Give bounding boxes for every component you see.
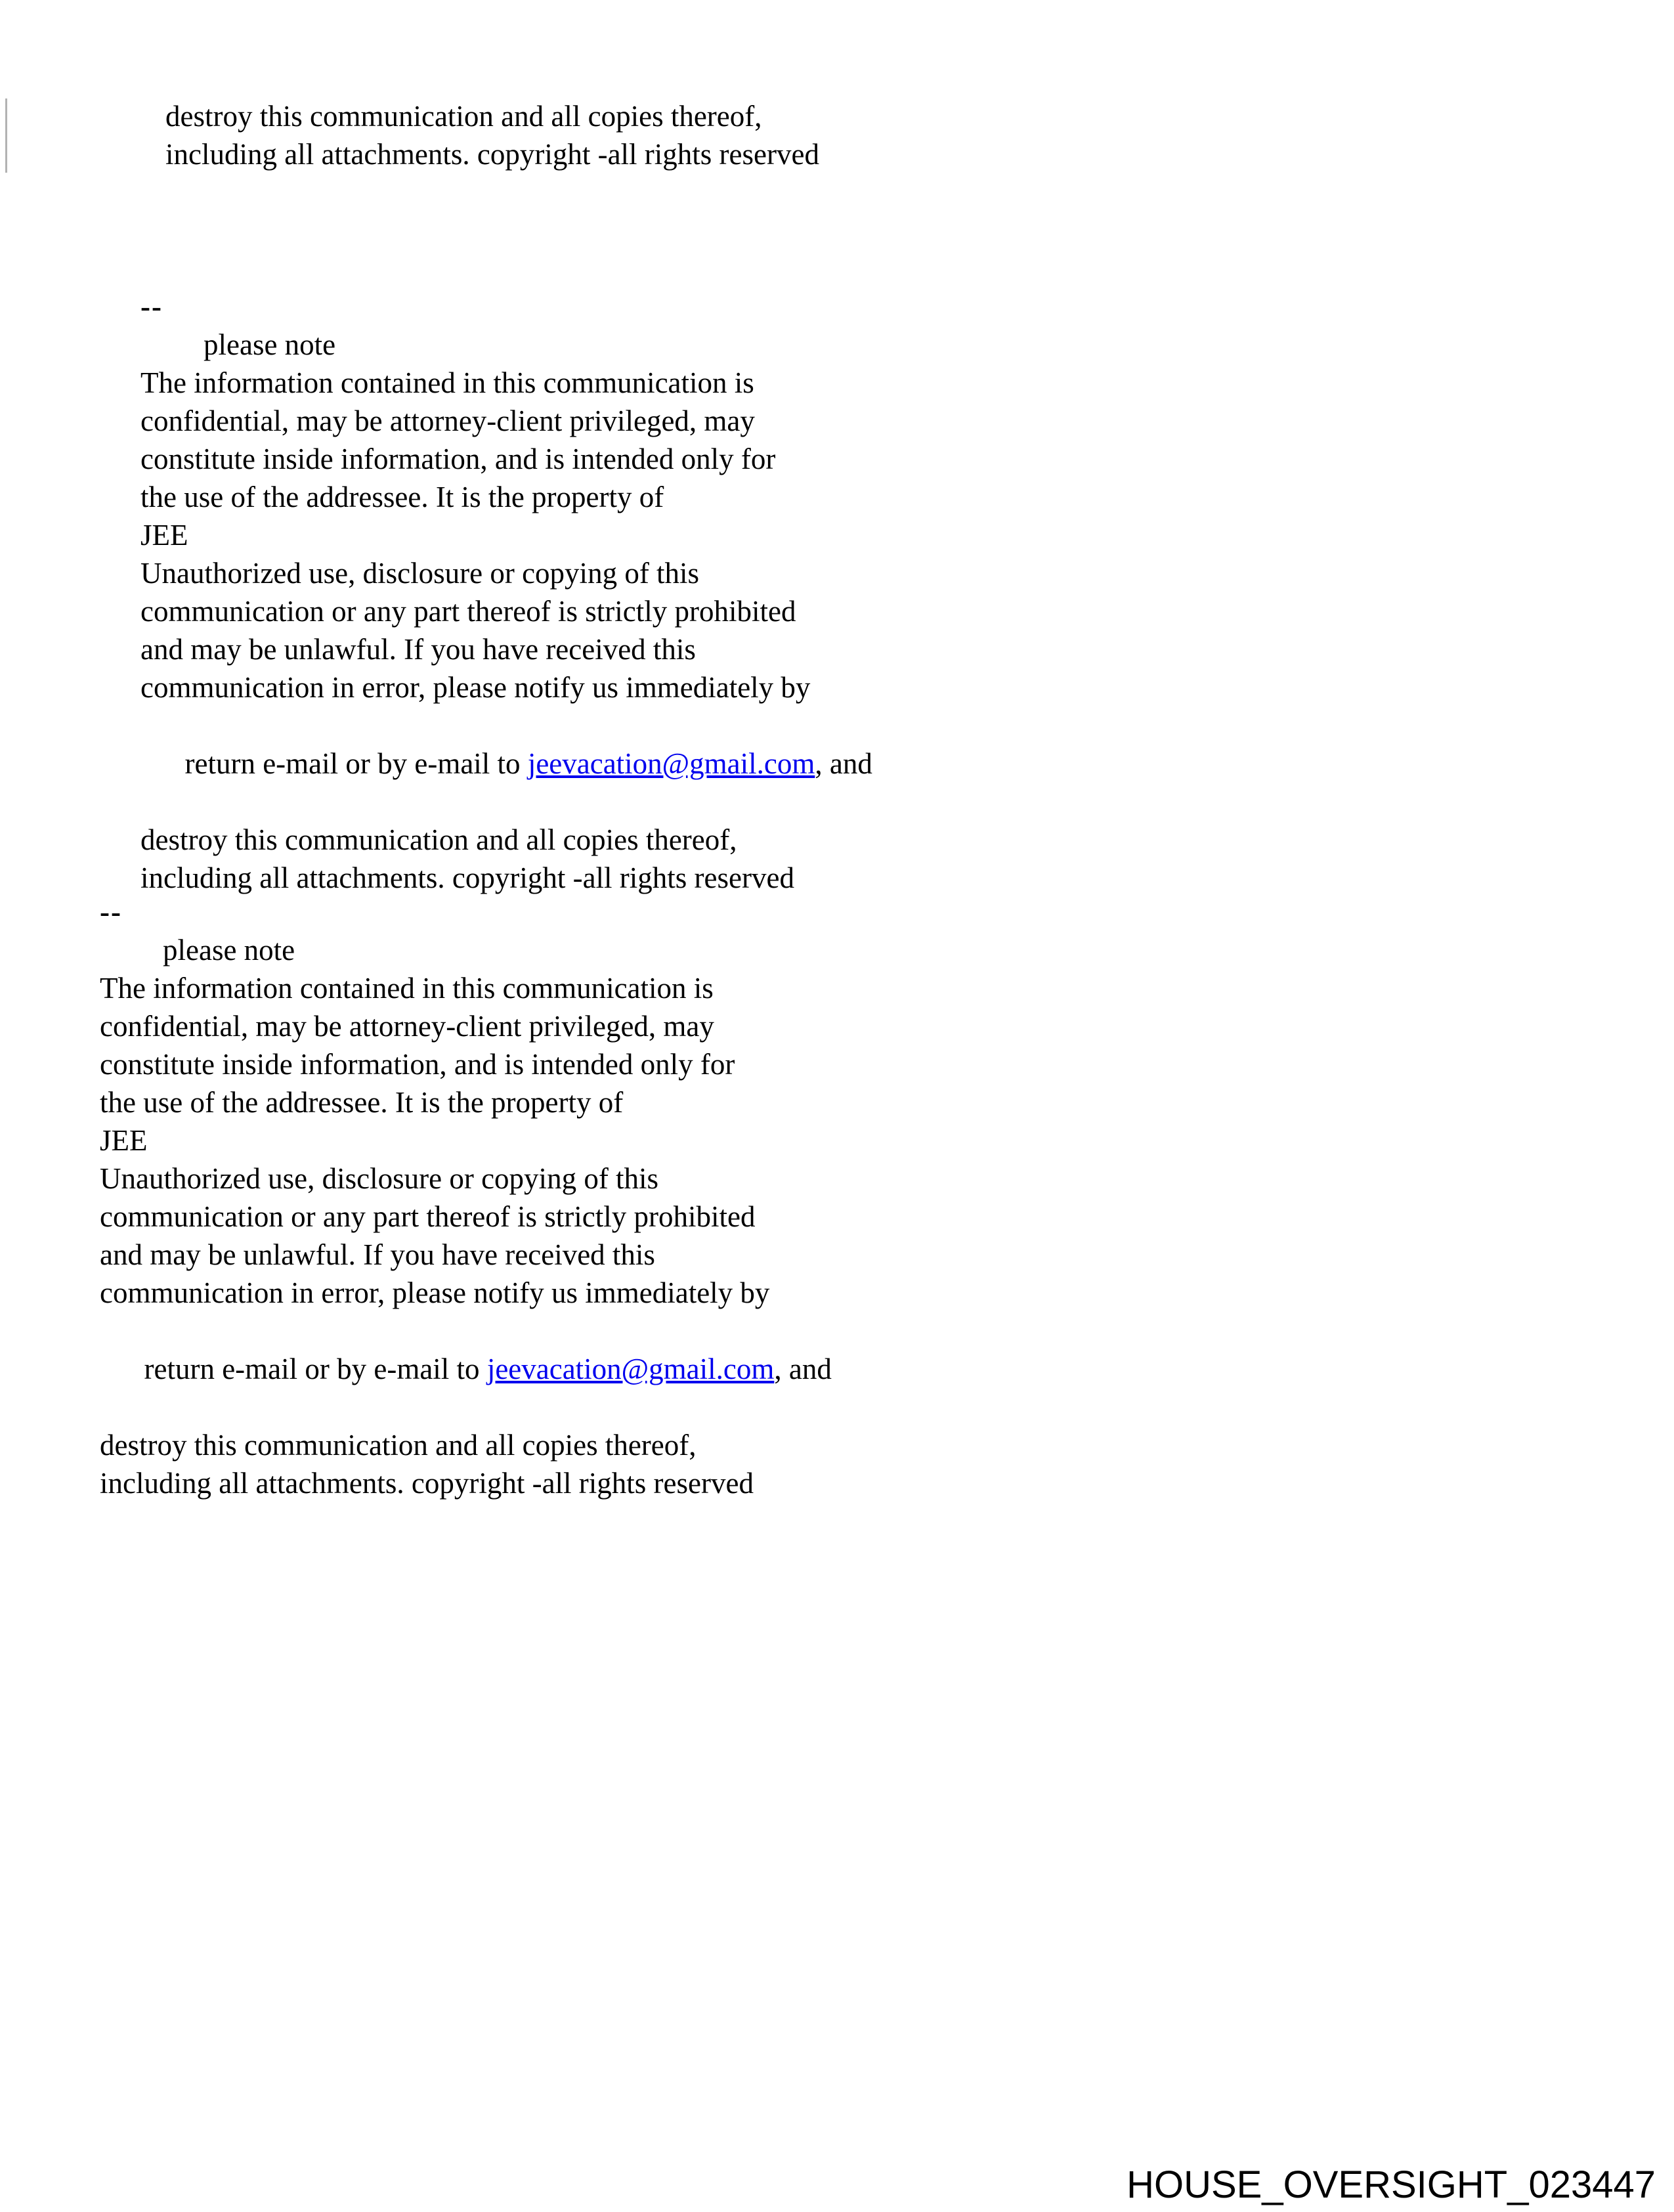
email-footer-fragment xyxy=(165,97,819,173)
disclaimer-line: the use of the addressee. It is the property of xyxy=(140,481,664,513)
disclaimer-link-line xyxy=(100,1312,832,1426)
link-line-prefix: return e-mail or by e-mail to xyxy=(184,747,528,780)
disclaimer-line: communication in error, please notify us immediately by xyxy=(140,671,811,704)
disclaimer-line: Unauthorized use, disclosure or copying of this xyxy=(100,1162,659,1195)
please-note-label: please note xyxy=(163,934,295,966)
signature-separator: -- xyxy=(140,290,163,323)
link-line-suffix: , and xyxy=(815,747,872,780)
disclaimer-line: destroy this communication and all copies thereof, xyxy=(140,823,737,856)
link-line-prefix: return e-mail or by e-mail to xyxy=(144,1353,487,1385)
disclaimer-line: communication or any part thereof is strictly prohibited xyxy=(140,595,796,628)
email-link[interactable]: jeevacation@gmail.com xyxy=(486,1353,775,1385)
disclaimer-line: The information contained in this communication is xyxy=(100,972,714,1005)
disclaimer-line: confidential, may be attorney-client privileged, may xyxy=(140,404,755,437)
signature-separator: -- xyxy=(100,896,122,928)
disclaimer-line: constitute inside information, and is intended only for xyxy=(140,443,776,475)
disclaimer-line: constitute inside information, and is intended only for xyxy=(100,1048,735,1081)
disclaimer-line: JEE xyxy=(140,519,188,552)
disclaimer-line: the use of the addressee. It is the property of xyxy=(100,1086,624,1119)
disclaimer-line: communication in error, please notify us immediately by xyxy=(100,1276,770,1309)
disclaimer-line: including all attachments. copyright -all rights reserved xyxy=(140,861,794,894)
link-line-suffix: , and xyxy=(774,1353,832,1385)
scan-artifact-line xyxy=(5,98,7,173)
footer-fragment-line: including all attachments. copyright -all rights reserved xyxy=(165,138,819,171)
disclaimer-line: destroy this communication and all copies thereof, xyxy=(100,1429,697,1462)
disclaimer-block-1 xyxy=(140,288,872,897)
bates-number: HOUSE_OVERSIGHT_023447 xyxy=(1127,2163,1656,2206)
please-note-label: please note xyxy=(204,328,336,361)
disclaimer-block-2 xyxy=(100,893,832,1502)
email-link[interactable]: jeevacation@gmail.com xyxy=(527,747,815,780)
footer-fragment-line: destroy this communication and all copies thereof, xyxy=(165,100,762,133)
disclaimer-line: and may be unlawful. If you have received this xyxy=(140,633,696,666)
disclaimer-line: confidential, may be attorney-client privileged, may xyxy=(100,1010,714,1043)
disclaimer-line: The information contained in this communication is xyxy=(140,366,754,399)
disclaimer-link-line xyxy=(140,706,872,821)
disclaimer-line: including all attachments. copyright -all rights reserved xyxy=(100,1467,754,1500)
disclaimer-line: and may be unlawful. If you have received this xyxy=(100,1238,655,1271)
disclaimer-line: Unauthorized use, disclosure or copying of this xyxy=(140,557,700,590)
disclaimer-line: JEE xyxy=(100,1124,148,1157)
disclaimer-line: communication or any part thereof is strictly prohibited xyxy=(100,1200,756,1233)
